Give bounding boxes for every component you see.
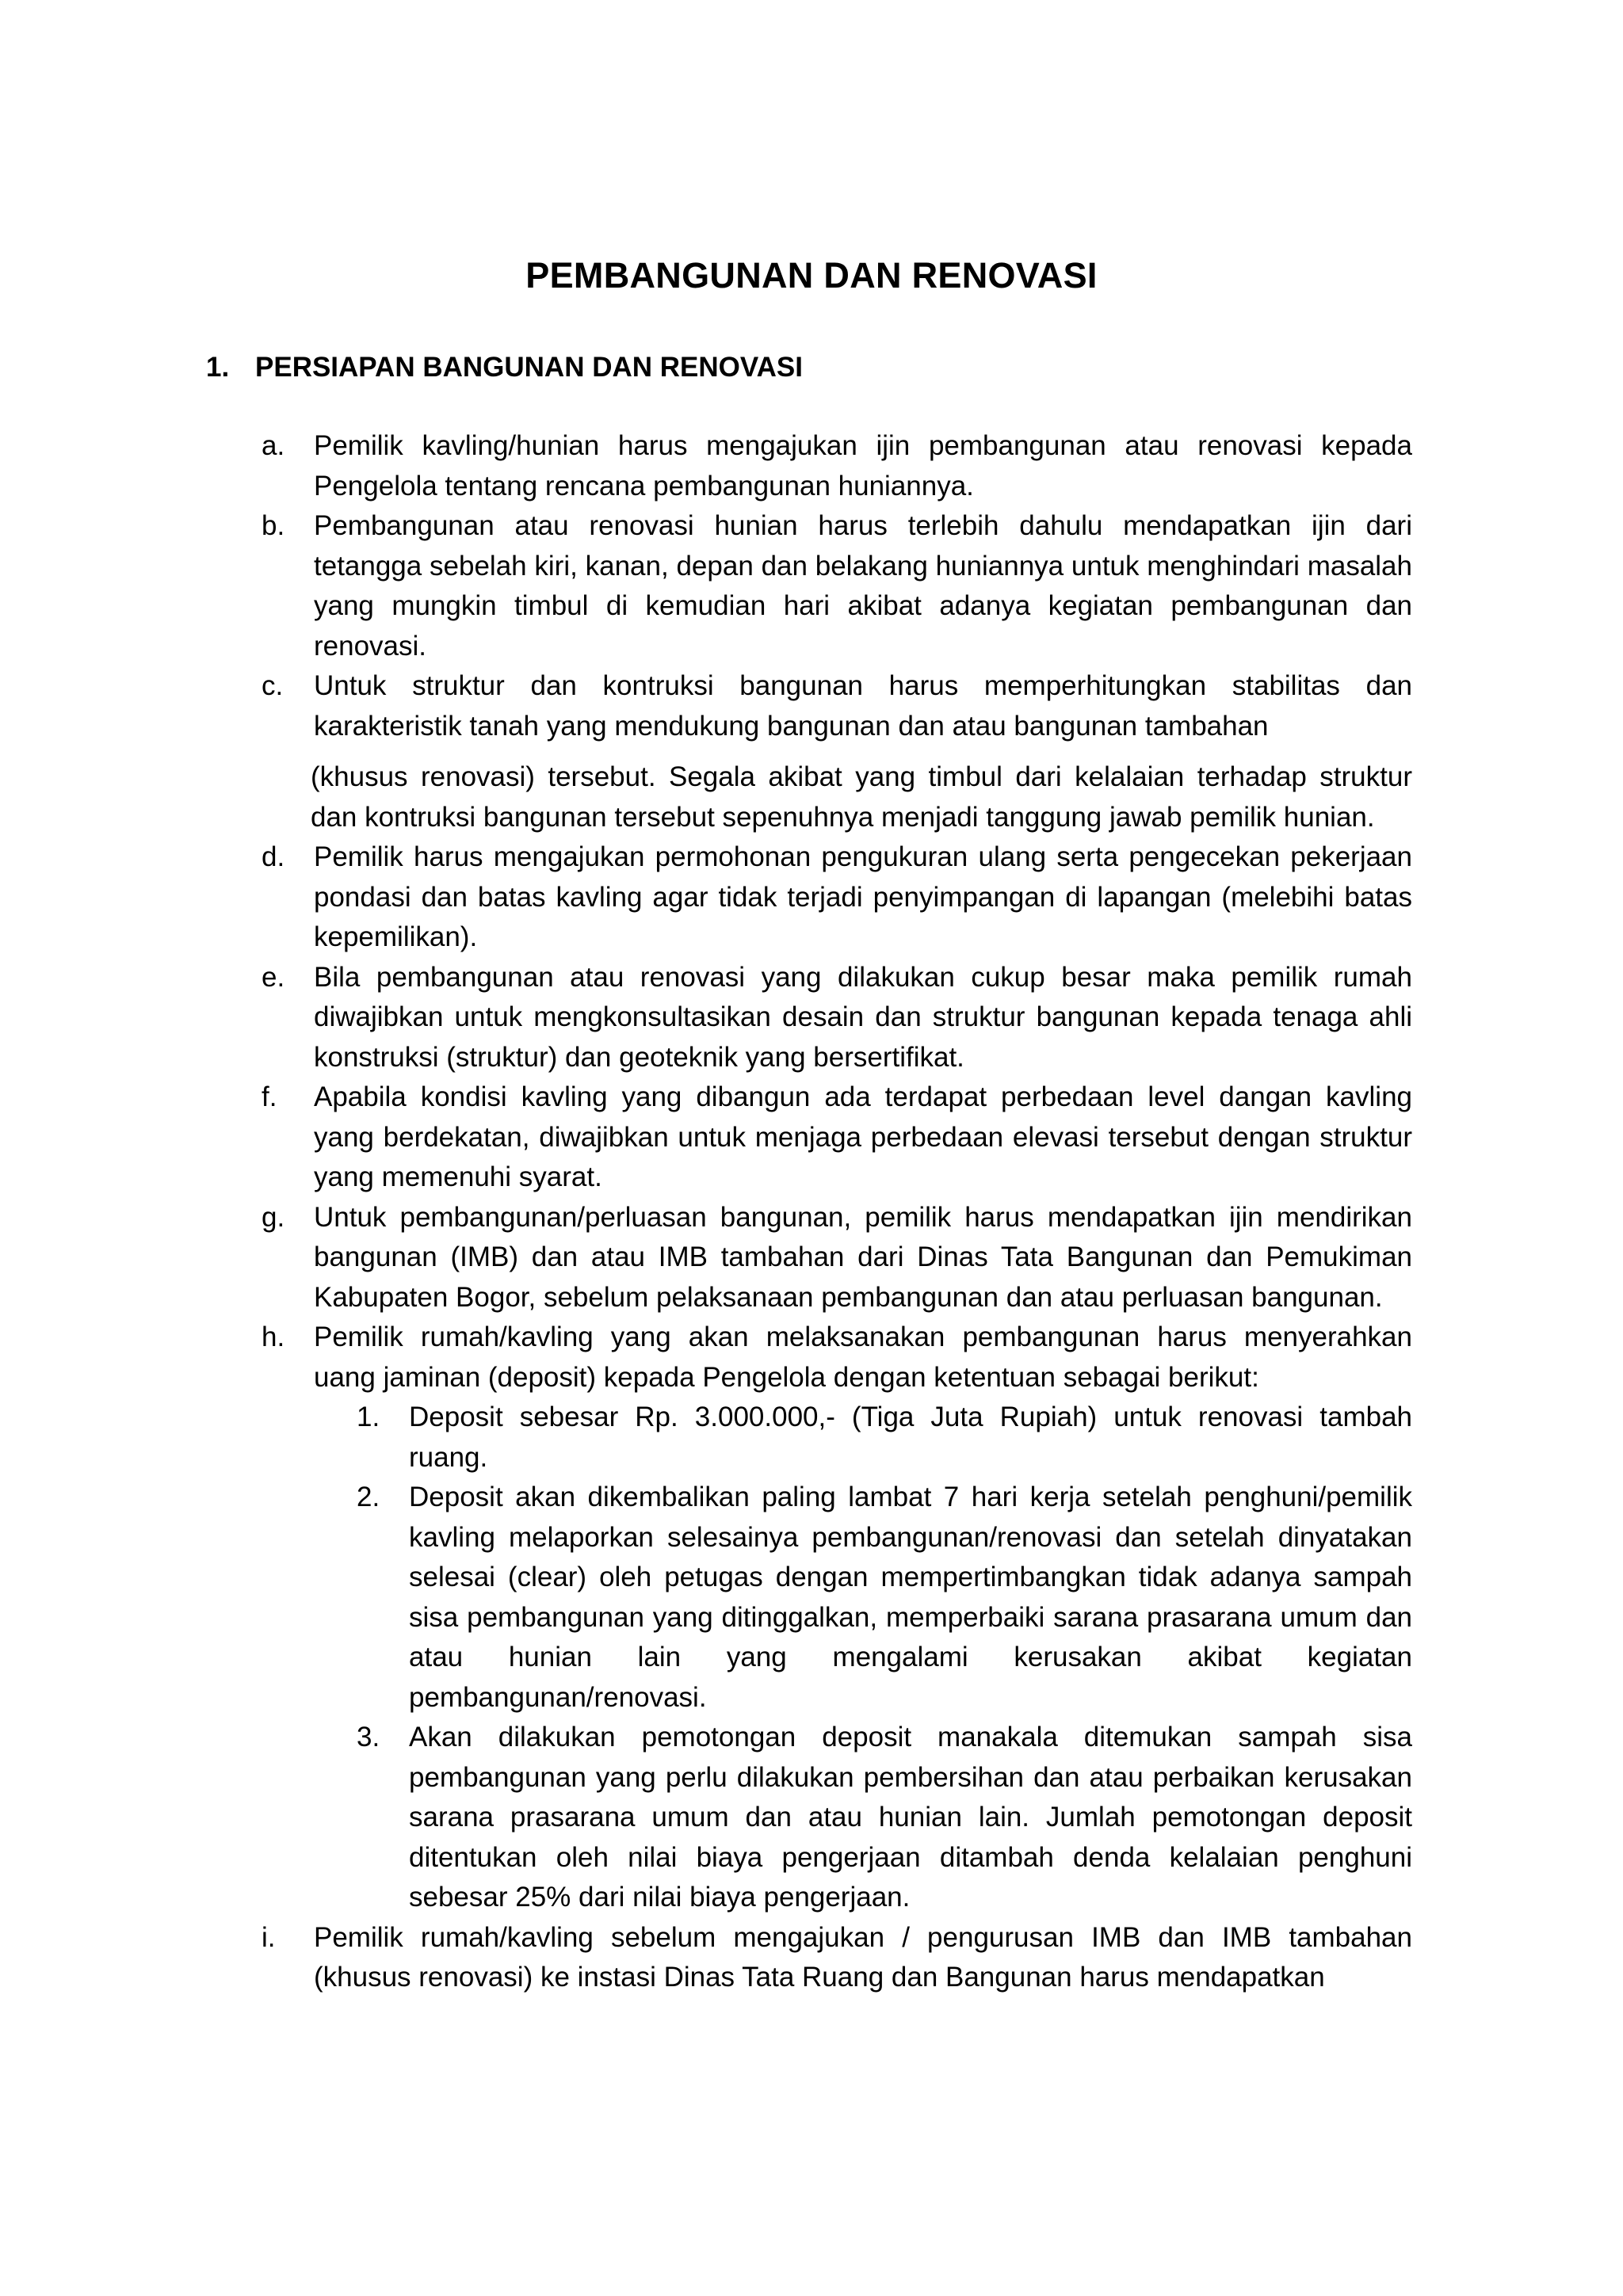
item-text: Pemilik harus mengajukan permohonan pengukuran ulang serta pengecekan pekerjaan pondasi dan batas kavling agar tidak terjadi penyimpangan di lapangan (melebihi batas kepemilikan).: [314, 841, 1412, 952]
item-text: Pemilik rumah/kavling yang akan melaksanakan pembangunan harus menyerahkan uang jaminan (deposit) kepada Pengelola dengan ketentuan sebagai berikut:: [314, 1322, 1412, 1393]
item-text: Pembangunan atau renovasi hunian harus terlebih dahulu mendapatkan ijin dari tetangga sebelah kiri, kanan, depan dan belakang huniannya untuk menghindari masalah yang mungkin timbul di kemudian hari akibat adanya kegiatan pembangunan dan renovasi.: [314, 510, 1412, 662]
list-item-c: [262, 666, 1412, 837]
subitem-text: Akan dilakukan pemotongan deposit manakala ditemukan sampah sisa pembangunan yang perlu dilakukan pembersihan dan atau perbaikan kerusakan sarana prasarana umum dan atau hunian lain. Jumlah pemotongan deposit ditentukan oleh nilai biaya pengerjaan ditambah denda kelalaian penghuni sebesar 25% dari nilai biaya pengerjaan.: [409, 1722, 1412, 1913]
subitem-marker: 1.: [357, 1402, 380, 1432]
item-marker: f.: [262, 1081, 277, 1112]
list-item-e: [262, 958, 1412, 1078]
item-marker: c.: [262, 670, 284, 701]
subitem-text: Deposit akan dikembalikan paling lambat 7 hari kerja setelah penghuni/pemilik kavling melaporkan selesainya pembangunan/renovasi dan setelah dinyatakan selesai (clear) oleh petugas dengan mempertimbangkan tidak adanya sampah sisa pembangunan yang ditinggalkan, memperbaiki sarana prasarana umum dan atau hunian lain yang mengalami kerusakan akibat kegiatan pembangunan/renovasi.: [409, 1482, 1412, 1713]
section-heading-text: PERSIAPAN BANGUNAN DAN RENOVASI: [255, 352, 803, 383]
item-marker: a.: [262, 430, 285, 461]
list-item-b: [262, 506, 1412, 666]
item-text: Untuk pembangunan/perluasan bangunan, pemilik harus mendapatkan ijin mendirikan bangunan (IMB) dan atau IMB tambahan dari Dinas Tata Bangunan dan Pemukiman Kabupaten Bogor, sebelum pelaksanaan pembangunan dan atau perluasan bangunan.: [314, 1201, 1412, 1313]
document-title: PEMBANGUNAN DAN RENOVASI: [525, 255, 1098, 296]
requirements-list: [262, 426, 1412, 1998]
item-marker: i.: [262, 1921, 276, 1953]
list-item-h: [262, 1318, 1412, 1918]
item-marker: g.: [262, 1201, 285, 1233]
list-item-d: [262, 837, 1412, 958]
item-text: Pemilik kavling/hunian harus mengajukan ijin pembangunan atau renovasi kepada Pengelola tentang rencana pembangunan huniannya.: [314, 430, 1412, 502]
subitem-text: Deposit sebesar Rp. 3.000.000,- (Tiga Juta Rupiah) untuk renovasi tambah ruang.: [409, 1402, 1412, 1473]
subitem-marker: 3.: [357, 1722, 380, 1753]
item-text: Untuk struktur dan kontruksi bangunan harus memperhitungkan stabilitas dan karakteristik tanah yang mendukung bangunan dan atau bangunan tambahan: [314, 670, 1412, 742]
item-marker: h.: [262, 1322, 285, 1352]
item-text: Pemilik rumah/kavling sebelum mengajukan / pengurusan IMB dan IMB tambahan (khusus renovasi) ke instasi Dinas Tata Ruang dan Bangunan harus mendapatkan: [314, 1921, 1412, 1993]
sublist-item-2: [357, 1478, 1412, 1718]
list-item-f: [262, 1077, 1412, 1198]
sublist-item-1: [357, 1398, 1412, 1478]
subitem-marker: 2.: [357, 1482, 380, 1512]
list-item-a: [262, 426, 1412, 506]
section-heading: [206, 349, 803, 387]
item-marker: b.: [262, 510, 285, 541]
item-text-continued: (khusus renovasi) tersebut. Segala akibat yang timbul dari kelalaian terhadap struktur dan kontruksi bangunan tersebut sepenuhnya menjadi tanggung jawab pemilik hunian.: [311, 761, 1412, 833]
section-number: 1.: [206, 352, 230, 383]
sublist-item-3: [357, 1718, 1412, 1918]
item-marker: d.: [262, 841, 285, 872]
list-item-g: [262, 1198, 1412, 1318]
item-text: Bila pembangunan atau renovasi yang dilakukan cukup besar maka pemilik rumah diwajibkan untuk mengkonsultasikan desain dan struktur bangunan kepada tenaga ahli konstruksi (struktur) dan geoteknik yang bersertifikat.: [314, 961, 1412, 1073]
list-item-i: [262, 1918, 1412, 1998]
item-text: Apabila kondisi kavling yang dibangun ada terdapat perbedaan level dangan kavling yang berdekatan, diwajibkan untuk menjaga perbedaan elevasi tersebut dengan struktur yang memenuhi syarat.: [314, 1081, 1412, 1192]
item-marker: e.: [262, 961, 285, 993]
deposit-sublist: [357, 1398, 1412, 1918]
